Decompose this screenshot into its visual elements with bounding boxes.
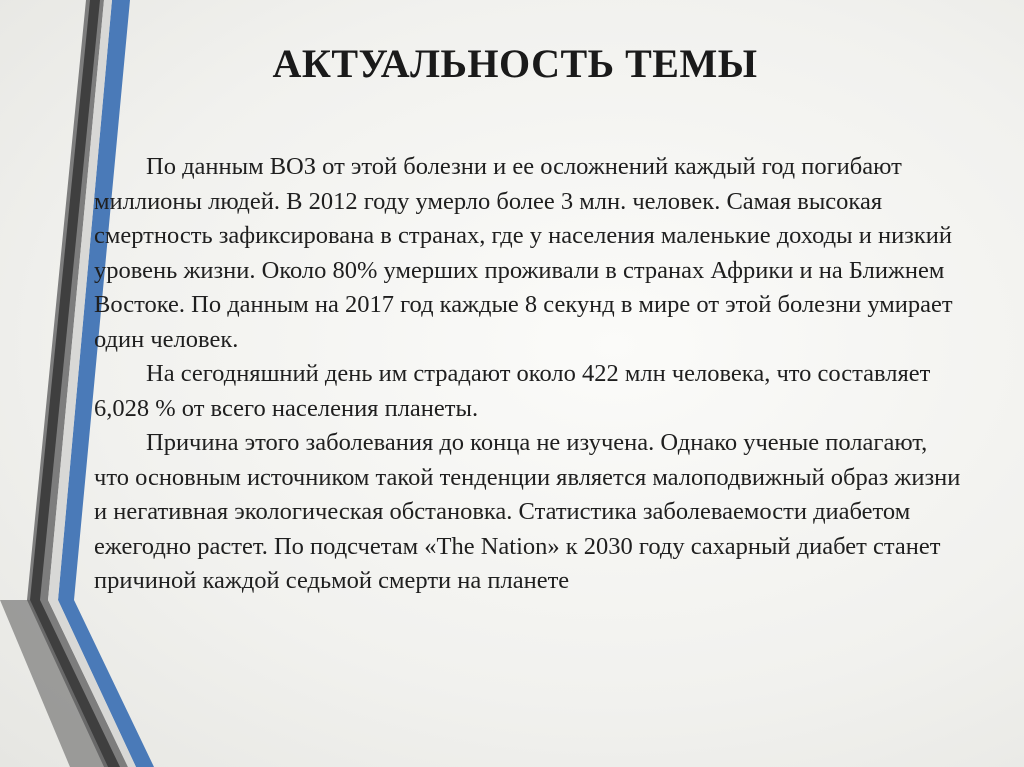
slide-title: АКТУАЛЬНОСТЬ ТЕМЫ [272,41,758,86]
paragraph-1: По данным ВОЗ от этой болезни и ее осложнений каждый год погибают миллионы людей. В 2012 году умерло более 3 млн. человек. Самая высокая смертность зафиксирована в странах, где у населения маленькие доходы и низкий уровень жизни. Около 80% умерших проживали в странах Африки и на Ближнем Востоке. По данным на 2017 год каждые 8 секунд в мире от этой болезни умирает один человек. [94,153,953,353]
slide-body [94,150,964,599]
paragraph-2: На сегодняшний день им страдают около 422 млн человека, что составляет 6,028 % от всего населения планеты. [94,360,931,422]
paragraph-3: Причина этого заболевания до конца не изучена. Однако ученые полагают, что основным источником такой тенденции является малоподвижный образ жизни и негативная экологическая обстановка. Статистика заболеваемости диабетом ежегодно растет. По подсчетам «The Nation» к 2030 году сахарный диабет станет причиной каждой седьмой смерти на планете [94,429,961,594]
